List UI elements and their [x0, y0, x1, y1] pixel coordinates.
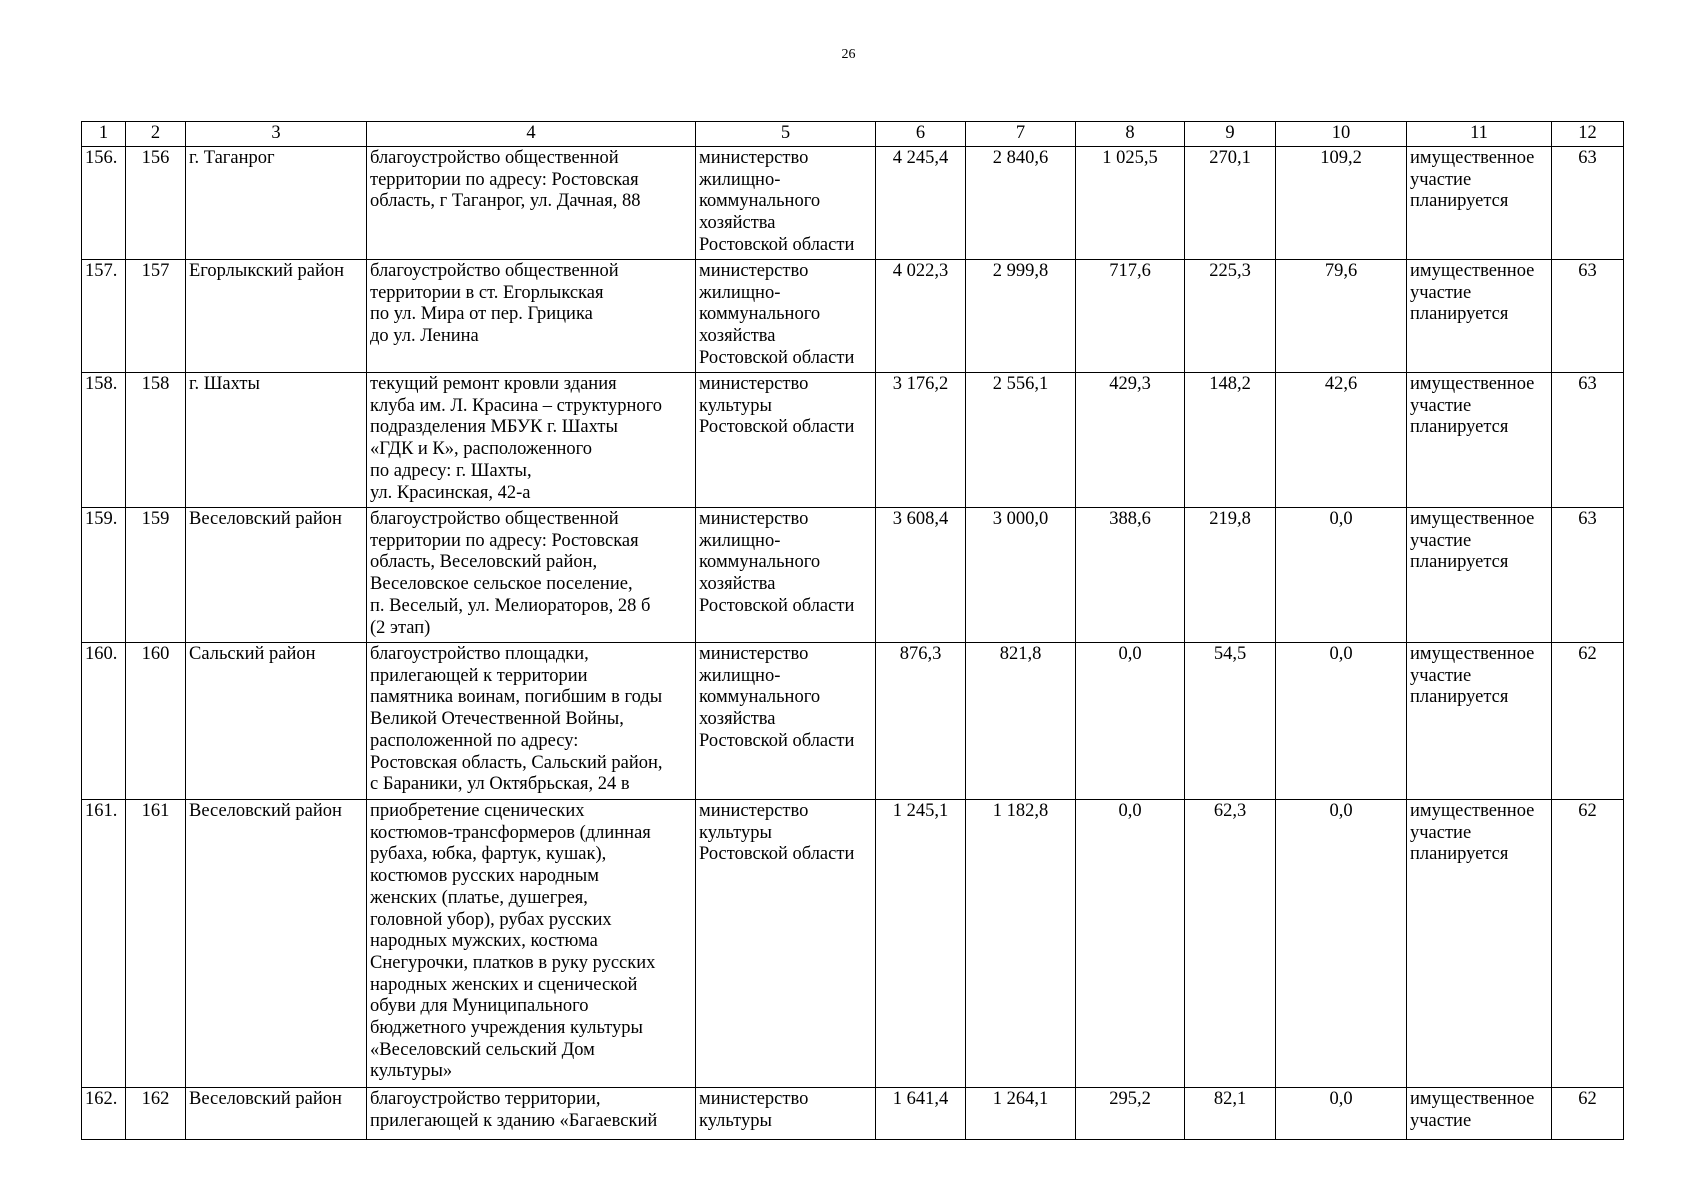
value-col9: 82,1: [1185, 1088, 1276, 1140]
territory-cell: Веселовский район: [186, 1088, 367, 1140]
column-header: 4: [367, 122, 696, 147]
description-cell: приобретение сценических костюмов-трансформеров (длинная рубаха, юбка, фартук, кушак), костюмов русских народным женских (платье, душегрея, головной убор), рубах русских народных мужских, костюма Снегурочки, платков в руку русских народных женских и сценической обуви для Муниципального бюджетного учреждения культуры «Веселовский сельский Дом культуры»: [367, 800, 696, 1088]
description-cell: благоустройство общественной территории по адресу: Ростовская область, г Таганрог, ул. Дачная, 88: [367, 147, 696, 260]
value-col8: 0,0: [1076, 643, 1185, 800]
column-header: 8: [1076, 122, 1185, 147]
value-col8: 295,2: [1076, 1088, 1185, 1140]
value-col8: 388,6: [1076, 508, 1185, 643]
value-col7: 1 264,1: [966, 1088, 1076, 1140]
description-cell: благоустройство общественной территории в ст. Егорлыкская по ул. Мира от пер. Грицика до ул. Ленина: [367, 260, 696, 373]
value-col6: 876,3: [876, 643, 966, 800]
participation-cell: имущественное участие планируется: [1407, 508, 1552, 643]
value-col7: 1 182,8: [966, 800, 1076, 1088]
description-cell: благоустройство общественной территории по адресу: Ростовская область, Веселовский район, Веселовское сельское поселение, п. Веселый, ул. Мелиораторов, 28 б (2 этап): [367, 508, 696, 643]
row-number: 162.: [82, 1088, 126, 1140]
column-header: 12: [1552, 122, 1624, 147]
participation-cell: имущественное участие планируется: [1407, 800, 1552, 1088]
territory-cell: Егорлыкский район: [186, 260, 367, 373]
value-col12: 63: [1552, 373, 1624, 508]
header-row: [82, 122, 1624, 147]
table-row: [82, 1088, 1624, 1140]
value-col8: 0,0: [1076, 800, 1185, 1088]
ministry-cell: министерство культуры: [696, 1088, 876, 1140]
value-col12: 63: [1552, 147, 1624, 260]
value-col6: 4 022,3: [876, 260, 966, 373]
value-col10: 0,0: [1276, 643, 1407, 800]
value-col7: 2 840,6: [966, 147, 1076, 260]
table-row: [82, 508, 1624, 643]
table-row: [82, 373, 1624, 508]
value-col9: 225,3: [1185, 260, 1276, 373]
value-col9: 270,1: [1185, 147, 1276, 260]
value-col10: 0,0: [1276, 508, 1407, 643]
row-index: 157: [126, 260, 186, 373]
row-index: 159: [126, 508, 186, 643]
column-header: 3: [186, 122, 367, 147]
ministry-cell: министерство культуры Ростовской области: [696, 373, 876, 508]
column-header: 10: [1276, 122, 1407, 147]
table-row: [82, 800, 1624, 1088]
row-index: 160: [126, 643, 186, 800]
value-col8: 429,3: [1076, 373, 1185, 508]
page-number: 26: [841, 47, 856, 62]
value-col9: 62,3: [1185, 800, 1276, 1088]
row-number: 158.: [82, 373, 126, 508]
ministry-cell: министерство жилищно- коммунального хозяйства Ростовской области: [696, 260, 876, 373]
column-header: 2: [126, 122, 186, 147]
value-col7: 2 556,1: [966, 373, 1076, 508]
table-row: [82, 147, 1624, 260]
table-row: [82, 643, 1624, 800]
column-header: 6: [876, 122, 966, 147]
territory-cell: г. Шахты: [186, 373, 367, 508]
description-cell: благоустройство территории, прилегающей к зданию «Багаевский: [367, 1088, 696, 1140]
value-col12: 62: [1552, 800, 1624, 1088]
value-col7: 3 000,0: [966, 508, 1076, 643]
row-index: 161: [126, 800, 186, 1088]
territory-cell: Сальский район: [186, 643, 367, 800]
column-header: 11: [1407, 122, 1552, 147]
value-col12: 62: [1552, 643, 1624, 800]
value-col6: 1 245,1: [876, 800, 966, 1088]
ministry-cell: министерство культуры Ростовской области: [696, 800, 876, 1088]
value-col8: 717,6: [1076, 260, 1185, 373]
value-col12: 63: [1552, 260, 1624, 373]
value-col6: 4 245,4: [876, 147, 966, 260]
row-number: 160.: [82, 643, 126, 800]
data-table: [81, 121, 1624, 1140]
value-col9: 54,5: [1185, 643, 1276, 800]
column-header: 1: [82, 122, 126, 147]
value-col8: 1 025,5: [1076, 147, 1185, 260]
territory-cell: Веселовский район: [186, 800, 367, 1088]
participation-cell: имущественное участие планируется: [1407, 373, 1552, 508]
description-cell: текущий ремонт кровли здания клуба им. Л. Красина – структурного подразделения МБУК г. Шахты «ГДК и К», расположенного по адресу: г. Шахты, ул. Красинская, 42-а: [367, 373, 696, 508]
value-col12: 62: [1552, 1088, 1624, 1140]
value-col6: 1 641,4: [876, 1088, 966, 1140]
value-col12: 63: [1552, 508, 1624, 643]
value-col6: 3 608,4: [876, 508, 966, 643]
row-number: 161.: [82, 800, 126, 1088]
row-index: 158: [126, 373, 186, 508]
value-col10: 0,0: [1276, 800, 1407, 1088]
row-index: 162: [126, 1088, 186, 1140]
territory-cell: г. Таганрог: [186, 147, 367, 260]
value-col7: 821,8: [966, 643, 1076, 800]
value-col7: 2 999,8: [966, 260, 1076, 373]
row-number: 159.: [82, 508, 126, 643]
ministry-cell: министерство жилищно- коммунального хозяйства Ростовской области: [696, 508, 876, 643]
ministry-cell: министерство жилищно- коммунального хозяйства Ростовской области: [696, 147, 876, 260]
column-header: 5: [696, 122, 876, 147]
description-cell: благоустройство площадки, прилегающей к территории памятника воинам, погибшим в годы Великой Отечественной Войны, расположенной по адресу: Ростовская область, Сальский район, с Бараники, ул Октябрьская, 24 в: [367, 643, 696, 800]
participation-cell: имущественное участие: [1407, 1088, 1552, 1140]
column-header: 7: [966, 122, 1076, 147]
participation-cell: имущественное участие планируется: [1407, 147, 1552, 260]
value-col9: 219,8: [1185, 508, 1276, 643]
value-col9: 148,2: [1185, 373, 1276, 508]
value-col10: 109,2: [1276, 147, 1407, 260]
value-col10: 42,6: [1276, 373, 1407, 508]
value-col6: 3 176,2: [876, 373, 966, 508]
row-index: 156: [126, 147, 186, 260]
column-header: 9: [1185, 122, 1276, 147]
row-number: 156.: [82, 147, 126, 260]
ministry-cell: министерство жилищно- коммунального хозяйства Ростовской области: [696, 643, 876, 800]
value-col10: 79,6: [1276, 260, 1407, 373]
participation-cell: имущественное участие планируется: [1407, 260, 1552, 373]
territory-cell: Веселовский район: [186, 508, 367, 643]
participation-cell: имущественное участие планируется: [1407, 643, 1552, 800]
table-row: [82, 260, 1624, 373]
value-col10: 0,0: [1276, 1088, 1407, 1140]
row-number: 157.: [82, 260, 126, 373]
